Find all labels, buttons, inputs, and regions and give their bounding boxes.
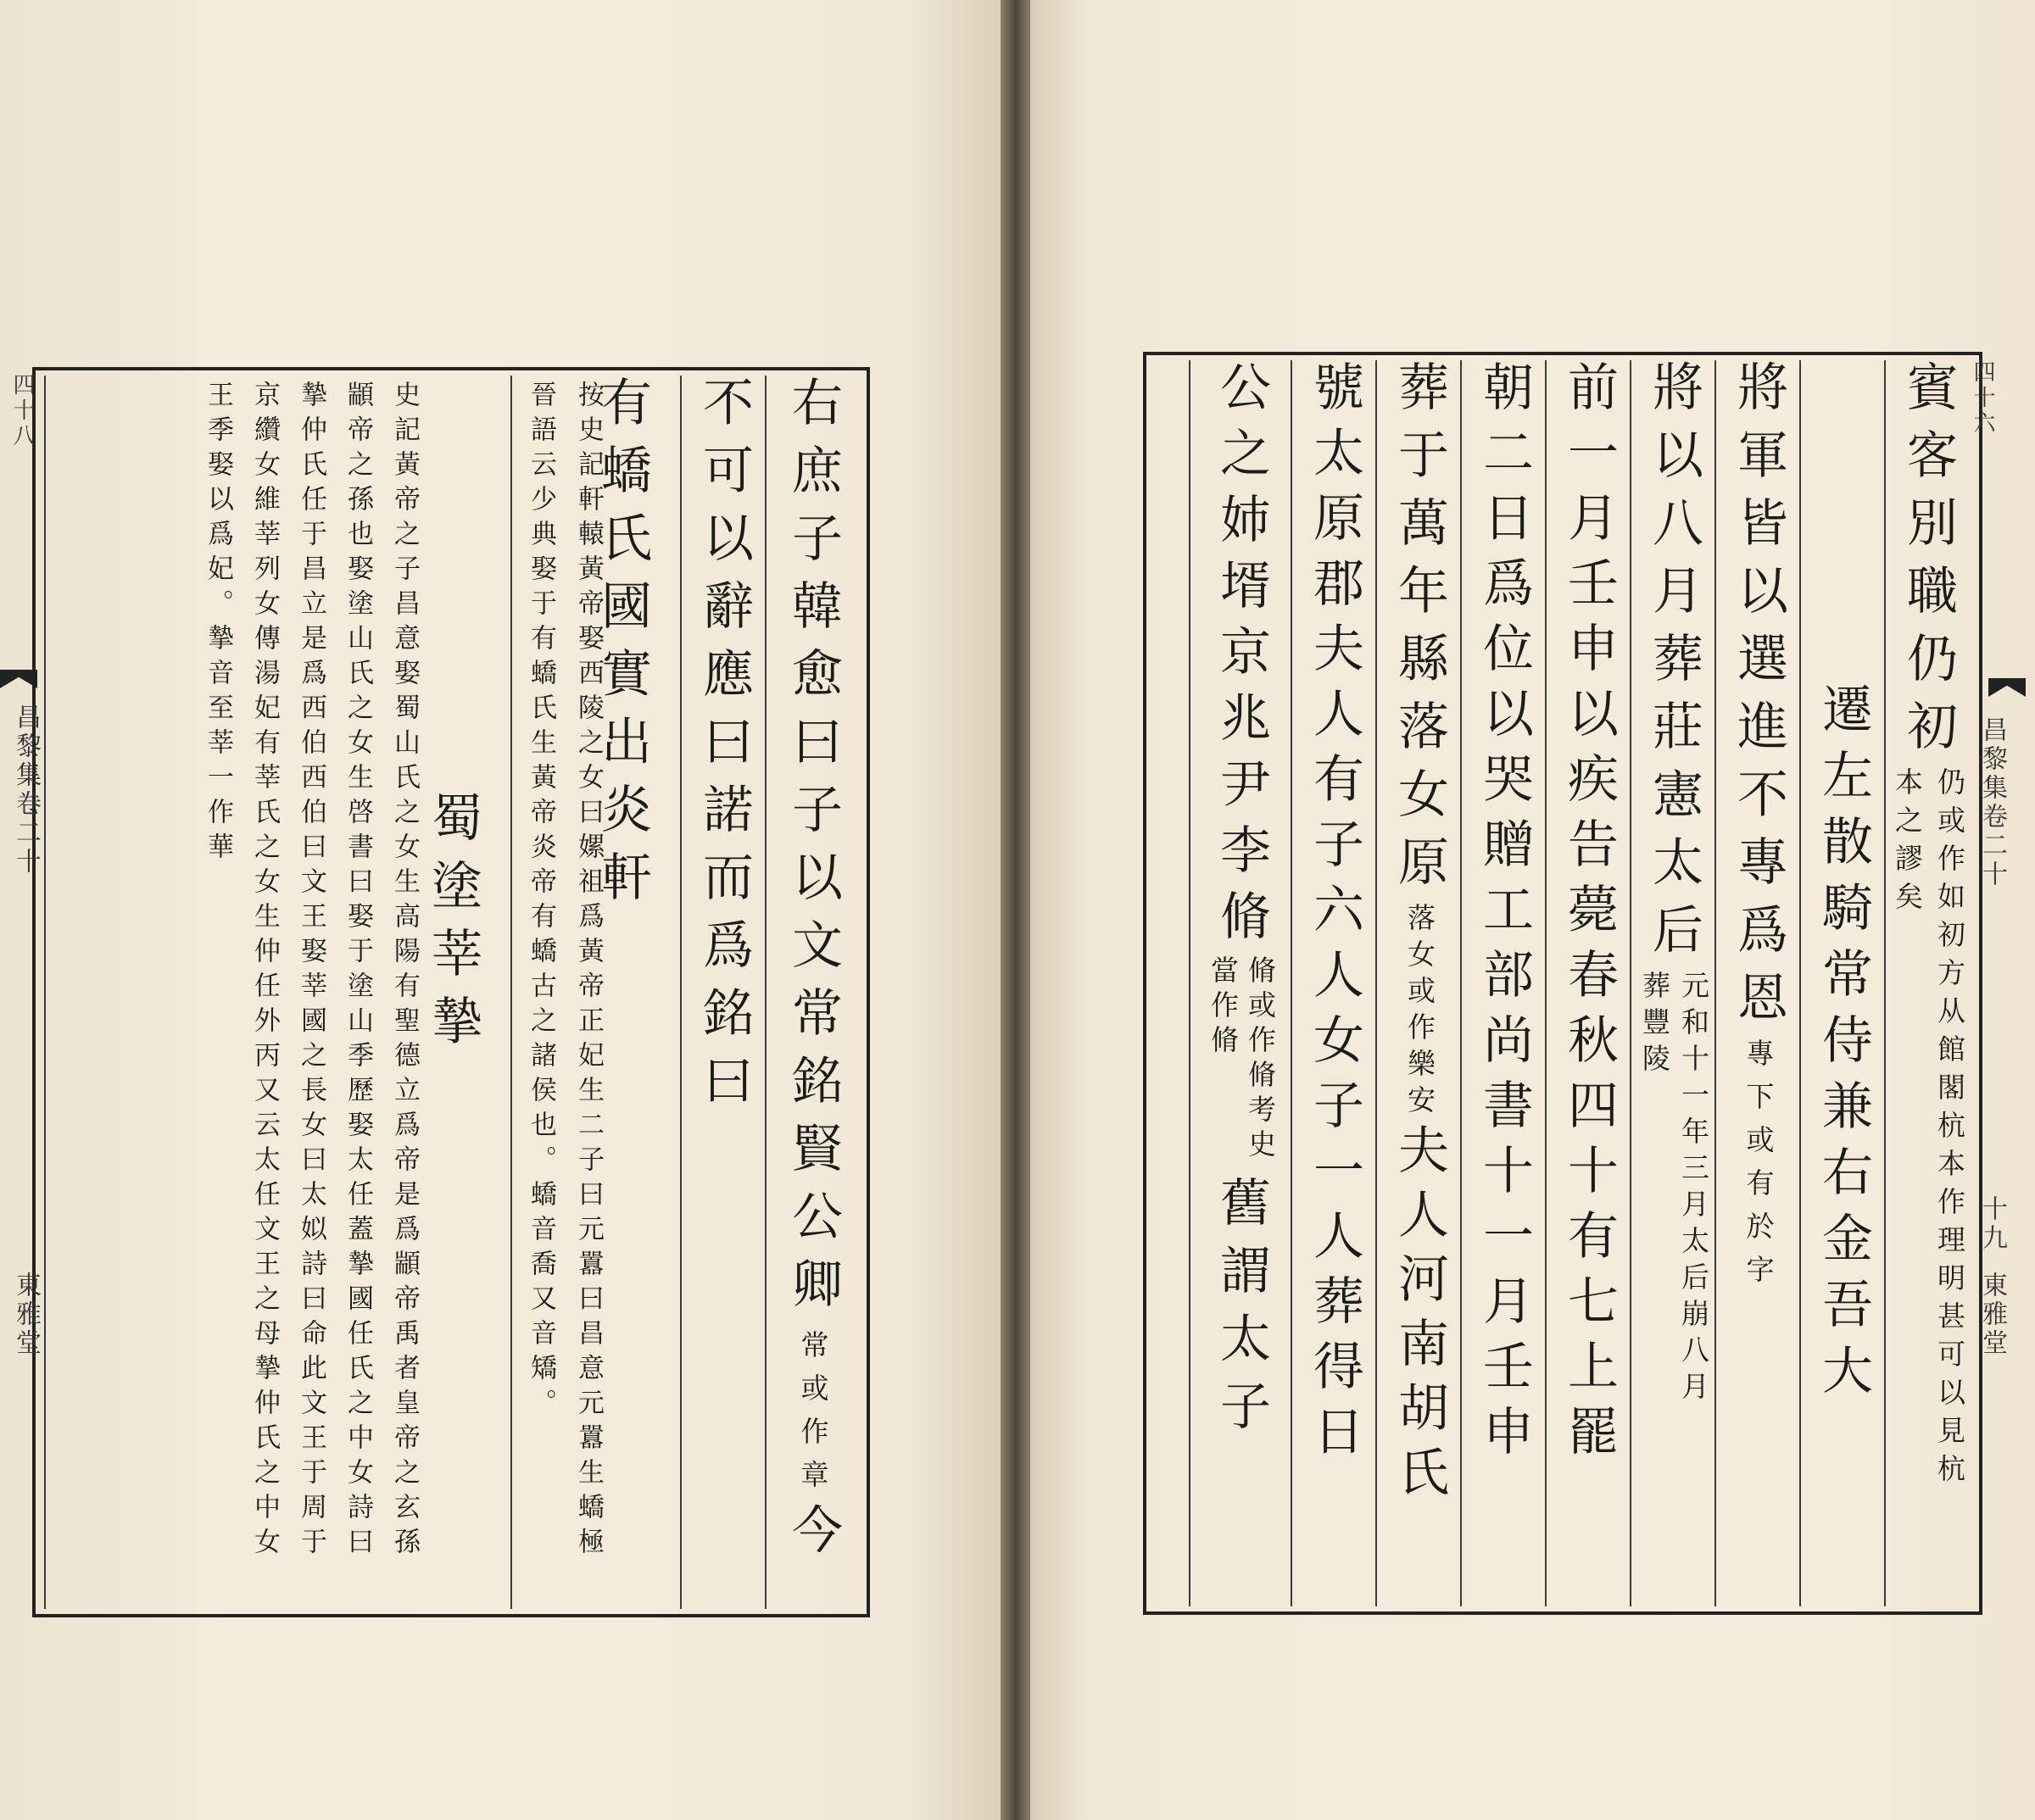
column-note-text: 脩或作脩考史當作脩 (1207, 955, 1277, 1164)
column-note-text: 元和十一年三月太后崩八月葬豐陵 (1638, 971, 1710, 1408)
left-page (0, 0, 1001, 1820)
column-note-text: 史記黃帝之子昌意娶蜀山氏之女生高陽有聖德立爲帝是爲顓帝禹者皇帝之玄孫顓帝之孫也娶塗山氏之女生啓書曰娶于塗山季歷娶太任蓋摯國任氏之中女詩曰摯仲氏任于昌立是爲西伯西伯曰文王娶莘國之長女曰太姒詩曰命此文王于周于京纘女維莘列女傳湯妃有莘氏之女生仲任外丙又云太任文王之母摯仲氏之中女王季娶以爲妃。摯音至莘一作華 (203, 381, 420, 1562)
column-2 (680, 376, 767, 1609)
column-7 (1375, 360, 1462, 1606)
column-8 (1291, 360, 1377, 1606)
column-main-text: 有蟜氏國實出炎軒 (593, 376, 652, 918)
right-page (1030, 0, 2035, 1820)
column-main-text: 葬于萬年縣落女原 (1390, 360, 1449, 903)
left-margin-title: 昌黎集卷二十 (11, 704, 41, 877)
book-gutter (1001, 0, 1030, 1820)
column-6 (1460, 360, 1547, 1606)
column-main-text: 將軍皆以選進不專爲恩 (1729, 360, 1788, 1038)
column-main-text: 賓客別職仍初 (1898, 360, 1958, 767)
column-5 (1545, 360, 1631, 1606)
column-main-text: 蜀塗莘摯 (423, 791, 482, 1062)
column-3 (1714, 360, 1801, 1606)
column-note-text: 落女或作樂安 (1403, 903, 1436, 1121)
column-note-text: 仍或作如初方从館閣杭本作理明甚可以見杭本之謬矣 (1891, 767, 1966, 1492)
column-main-text: 舊謂太子 (1212, 1176, 1271, 1447)
column-2 (1799, 360, 1886, 1606)
right-margin-bottom: 東雅堂 (1977, 1272, 2007, 1358)
column-1 (1884, 360, 1971, 1606)
column-main-text: 不可以辭應曰諾而爲銘曰 (694, 376, 754, 1121)
column-4 (44, 376, 512, 1609)
column-main-text: 前一月壬申以疾告薨春秋四十有七上罷 (1559, 360, 1619, 1470)
column-tail-text: 今 (783, 1503, 843, 1571)
column-main-text: 遷左散騎常侍兼右金吾大 (1814, 682, 1873, 1410)
column-main-text: 右庶子韓愈曰子以文常銘賢公卿 (783, 376, 843, 1325)
left-text-frame (32, 367, 870, 1617)
right-margin-title: 昌黎集卷二十 (1977, 716, 2007, 889)
right-text-frame (1143, 352, 1982, 1615)
right-margin-top: 四十六 (1970, 360, 1995, 437)
column-3 (510, 376, 682, 1609)
column-main-text: 朝二日爲位以哭贈工部尚書十一月壬申 (1475, 360, 1534, 1470)
column-main-text: 將以八月葬莊憲太后 (1644, 360, 1703, 971)
column-note-text: 按史記軒轅黃帝娶西陵之女曰嫘祖爲黃帝正妃生二子曰元囂曰昌意元囂生蟜極晉語云少典娶于有蟜氏生黃帝炎帝有蟜古之諸侯也。蟜音喬又音矯。 (526, 381, 604, 1562)
right-fishtail (1988, 678, 2026, 697)
column-note-text: 專下或有於字 (1742, 1038, 1776, 1298)
column-main-text: 夫人河南胡氏 (1390, 1123, 1449, 1510)
column-4 (1630, 360, 1716, 1606)
column-main-text: 號太原郡夫人有子六人女子一人葬得日 (1305, 360, 1364, 1470)
column-1 (765, 376, 860, 1609)
column-note-text: 常或作章 (796, 1330, 830, 1503)
right-margin-page: 十九 (1977, 1195, 2007, 1253)
left-margin-bottom: 東雅堂 (11, 1272, 41, 1358)
column-9 (1189, 360, 1292, 1606)
left-margin-top: 四十八 (9, 373, 35, 449)
column-main-text: 公之姉壻京兆尹李脩 (1212, 360, 1271, 955)
